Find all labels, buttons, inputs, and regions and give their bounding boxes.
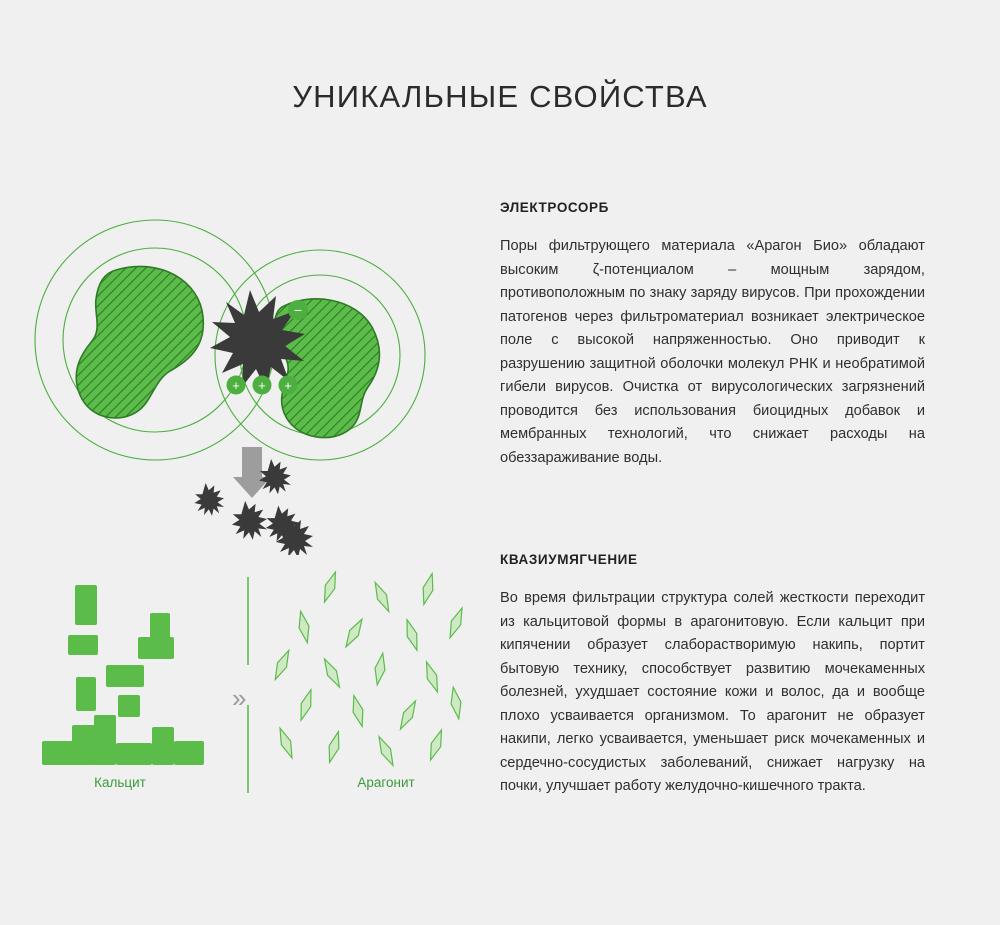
section-electrosorb-heading: ЭЛЕКТРОСОРБ	[500, 200, 609, 215]
aragonite-crystal	[320, 657, 344, 690]
plus-charge-2-label: +	[258, 378, 266, 393]
fragment-4	[194, 483, 224, 516]
aragonite-crystal	[275, 726, 296, 759]
aragonite-crystal	[445, 606, 466, 639]
aragonite-crystal	[396, 699, 420, 732]
charge-minus-group	[288, 300, 308, 320]
calcite-label: Кальцит	[94, 775, 146, 790]
aragonite-crystal	[419, 572, 437, 605]
calcite-block	[68, 635, 98, 655]
section-electrosorb	[500, 200, 925, 470]
electrosorb-diagram	[20, 195, 480, 555]
calcite-block	[152, 727, 174, 765]
charge-plus-group	[227, 376, 298, 395]
aragonite-crystal	[374, 734, 397, 767]
aragonite-crystal	[402, 618, 421, 652]
aragonite-crystal	[320, 570, 340, 603]
aragonite-crystal	[296, 688, 315, 722]
aragonite-crystal	[342, 617, 367, 650]
plus-charge-3-label: +	[284, 378, 292, 393]
aragonite-crystal	[371, 580, 394, 613]
calcite-block	[106, 665, 144, 687]
electrosorb-svg	[20, 195, 480, 555]
page-title: УНИКАЛЬНЫЕ СВОЙСТВА	[292, 78, 708, 114]
plus-charge-1-label: +	[232, 378, 240, 393]
calcite-block	[75, 585, 97, 625]
calcite-block	[138, 637, 174, 659]
aragonite-crystals-group	[271, 570, 467, 767]
quasi-softening-diagram	[20, 565, 480, 825]
quasi-svg	[20, 565, 480, 825]
calcite-block	[94, 715, 116, 765]
fragment-2	[232, 501, 267, 540]
fragment-1	[259, 459, 291, 494]
aragonite-crystal	[271, 648, 294, 681]
calcite-block	[116, 743, 152, 765]
minus-charge-1-label: −	[293, 302, 303, 318]
section-quasi-softening	[500, 552, 925, 799]
transition-chevron-icon: »	[232, 683, 245, 713]
aragonite-crystal	[325, 730, 343, 764]
aragonite-crystal	[426, 728, 446, 761]
aragonite-crystal	[448, 686, 463, 719]
aragonite-crystal	[422, 660, 442, 693]
aragonite-crystal	[372, 652, 387, 685]
calcite-block	[72, 725, 96, 765]
calcite-block	[174, 741, 204, 765]
virus-right	[274, 299, 380, 438]
aragonite-label: Арагонит	[357, 775, 415, 790]
section-quasi-heading: КВАЗИУМЯГЧЕНИЕ	[500, 552, 638, 567]
section-quasi-body: Во время фильтрации структура солей жесткости переходит из кальцитовой формы в арагонитовую. Если кальцит при кипячении образует слаборастворимую накипь, портит бытовую технику, способствует развитию мочекаменных болезней, ухудшает состояние кожи и волос, да и вообще плохо усваивается организмом. То арагонит не образует накипи, легко усваивается, уменьшает риск мочекаменных и сердечно-сосудистых заболеваний, снижает нагрузку на почки, улучшает работу желудочно-кишечного тракта.	[500, 590, 925, 794]
calcite-block	[76, 677, 96, 711]
calcite-blocks-group	[42, 585, 204, 765]
aragonite-crystal	[349, 694, 367, 727]
virus-left	[76, 266, 203, 418]
section-electrosorb-body: Поры фильтрующего материала «Арагон Био» обладают высоким ζ-потенциалом – мощным зарядом, противоположным по знаку заряду вирусов. При прохождении патогенов через фильтроматериал возникает электрическое поле с высокой напряженностью. Оно приводит к разрушению защитной оболочки молекул РНК и необратимой гибели вирусов. Очистка от вирусологических загрязнений проводится без использования биоцидных добавок и мембранных технологий, что снижает расходы на обеззараживание воды.	[500, 238, 925, 466]
aragonite-crystal	[296, 610, 312, 643]
calcite-block	[118, 695, 140, 717]
